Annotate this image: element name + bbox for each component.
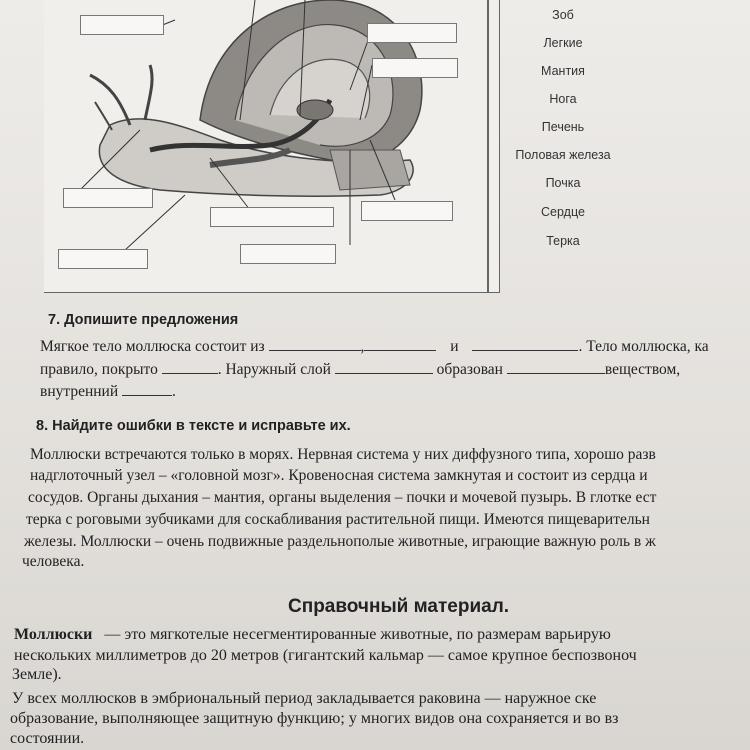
reference-line: [14, 625, 611, 645]
blank[interactable]: [507, 359, 605, 374]
reference-line: состоянии.: [10, 730, 85, 747]
blank[interactable]: [162, 359, 218, 374]
blank[interactable]: [269, 336, 361, 351]
task7-text: .: [172, 383, 176, 400]
task7-line2: [40, 359, 680, 380]
answer-box[interactable]: [240, 244, 336, 264]
reference-title: Справочный материал.: [288, 596, 510, 617]
answer-box[interactable]: [210, 207, 334, 227]
reference-line: У всех моллюсков в эмбриональный период закладывается раковина — наружное ске: [12, 690, 597, 707]
blank[interactable]: [472, 336, 578, 351]
answer-box[interactable]: [361, 201, 453, 221]
answer-box[interactable]: [367, 23, 457, 43]
reference-line: образование, выполняющее защитную функцию; у многих видов она сохраняется и во вз: [10, 710, 619, 727]
term-item: Половая железа: [515, 148, 611, 162]
task8-text-line: надглоточный узел – «головной мозг». Кровеносная система замкнутая и состоит из сердца и: [30, 467, 648, 484]
term-item: Нога: [549, 92, 577, 106]
task7-text: ,: [360, 338, 365, 355]
term-item: Сердце: [541, 205, 585, 219]
task7-text: . Тело моллюска, ка: [578, 338, 709, 355]
blank[interactable]: [335, 359, 433, 374]
task8-text-line: Моллюски встречаются только в морях. Нервная система у них диффузного типа, хорошо разв: [30, 446, 656, 463]
answer-box[interactable]: [63, 188, 153, 208]
task7-text: Мягкое тело моллюска состоит из: [40, 338, 265, 355]
task8-heading: 8. Найдите ошибки в тексте и исправьте их.: [36, 418, 351, 434]
answer-box[interactable]: [80, 15, 164, 35]
task7-line1: [40, 336, 709, 357]
task8-text-line: железы. Моллюски – очень подвижные раздельнополые животные, играющие важную роль в ж: [24, 533, 656, 550]
term-item: Легкие: [543, 36, 583, 50]
term-item: Мантия: [541, 64, 585, 78]
blank[interactable]: [364, 336, 436, 351]
task7-heading: 7. Допишите предложения: [48, 312, 239, 328]
term-item: Терка: [546, 234, 580, 248]
blank[interactable]: [122, 381, 172, 396]
reference-line: нескольких миллиметров до 20 метров (гигантский кальмар — самое крупное беспозвоноч: [14, 647, 637, 664]
task7-text: . Наружный слой: [217, 361, 331, 378]
answer-box[interactable]: [372, 58, 458, 78]
task7-text: правило, покрыто: [40, 361, 158, 378]
task8-text-line: терка с роговыми зубчиками для соскабливания растительной пищи. Имеются пищеварительн: [26, 511, 650, 528]
task8-text-line: человека.: [22, 553, 85, 570]
task7-text: и: [450, 338, 459, 355]
task8-text-line: сосудов. Органы дыхания – мантия, органы выделения – почки и мочевой пузырь. В глотке ест: [28, 489, 657, 506]
reference-line: Земле).: [12, 666, 62, 683]
term-item: Почка: [545, 176, 581, 190]
task7-text: веществом,: [604, 361, 681, 378]
term-item: Зоб: [552, 8, 574, 22]
task7-text: внутренний: [40, 383, 119, 400]
reference-text: — это мягкотелые несегментированные животные, по размерам варьирую: [104, 626, 611, 643]
reference-term: Моллюски: [14, 626, 93, 643]
answer-box[interactable]: [58, 249, 148, 269]
task7-text: образован: [436, 361, 503, 378]
task7-line3: [40, 381, 176, 402]
term-item: Печень: [541, 120, 585, 134]
